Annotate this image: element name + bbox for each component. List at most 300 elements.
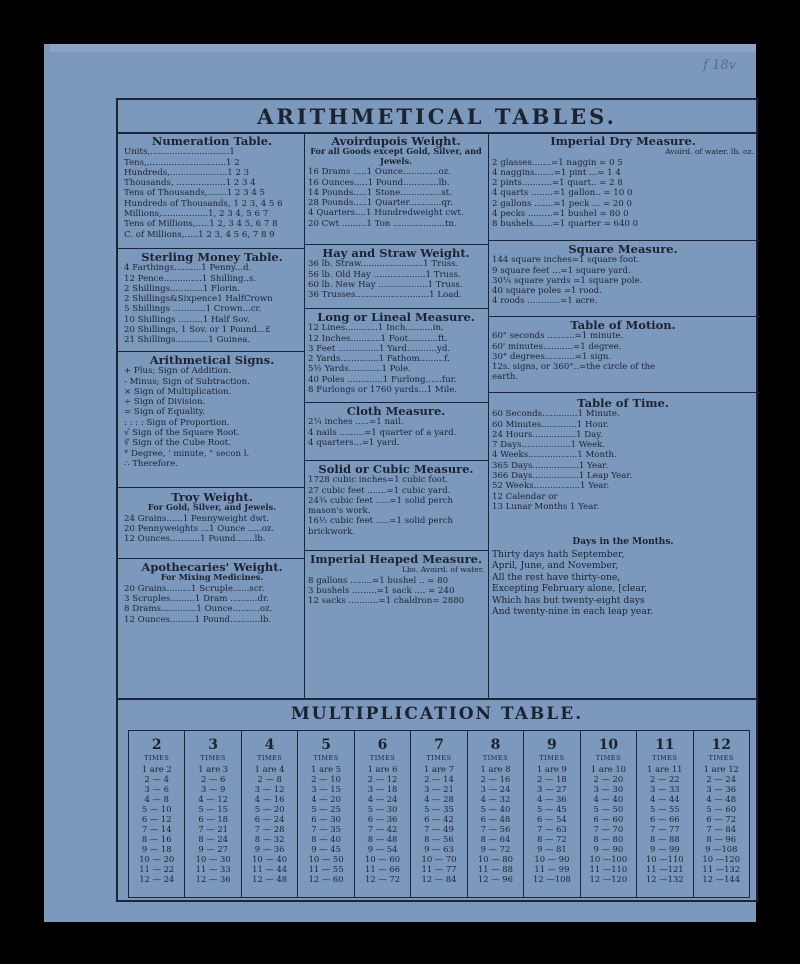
left-column [124, 136, 300, 696]
table-line: 30° degrees...........=1 sign. [492, 351, 612, 362]
table-line: 36 lb. Straw.......................1 Truss. [308, 259, 459, 270]
times-label: TIMES [482, 754, 509, 762]
table-line: 12 Pence..............1 Shilling..s. [124, 273, 257, 284]
apothecaries-lines [124, 584, 300, 625]
multiplication-row: 11 —132 [702, 864, 741, 874]
table-line: 12 sacks ...........=1 chaldron= 2880 [308, 596, 465, 607]
table-line: All the rest have thirty-one, [492, 571, 621, 583]
multiplication-row: 5 — 45 [537, 804, 567, 814]
multiplication-row: 8 — 56 [424, 834, 454, 844]
table-line: ° Degree, ' minute, " secon l. [124, 448, 250, 459]
multiplication-row: 12 — 72 [365, 874, 401, 884]
numeration-section [124, 136, 300, 240]
multiplication-row: 1 are 11 [647, 764, 683, 774]
table-line: 7 Days..................1 Week. [492, 440, 606, 451]
multiplication-column-head: 12 [711, 737, 731, 753]
multiplication-row: 7 — 70 [593, 824, 624, 834]
table-line: 4 Weeks..................1 Month. [492, 450, 617, 461]
multiplication-column-head: 7 [434, 737, 444, 753]
multiplication-row: 5 — 55 [649, 804, 680, 814]
multiplication-row: 10 —100 [589, 854, 628, 864]
table-line: 4 quarts ........=1 gallon.. = 10 0 [492, 188, 633, 199]
table-line: = Sign of Equality. [124, 407, 206, 418]
table-line: 12s. signs, or 360°..=the circle of the [492, 362, 656, 373]
table-line: 16 Drams .....1 Ounce.............oz. [308, 167, 451, 178]
divider [118, 351, 304, 352]
multiplication-row: 5 — 15 [198, 804, 229, 814]
multiplication-row: 8 — 24 [198, 834, 229, 844]
avoirdupois-section [308, 136, 484, 229]
table-line: 3 bushels .........=1 sack .... = 240 [308, 585, 455, 596]
multiplication-column [581, 731, 637, 897]
pencil-annotation: f 18v [703, 58, 736, 73]
multiplication-row: 10 — 50 [308, 854, 344, 864]
table-line: Hundreds of Thousands, 1 2 3, 4 5 6 [124, 198, 283, 209]
multiplication-row: 6 — 24 [254, 814, 285, 824]
multiplication-row: 10 — 20 [139, 854, 175, 864]
multiplication-row: 6 — 18 [198, 814, 229, 824]
multiplication-row: 6 — 54 [537, 814, 567, 824]
multiplication-row: 9 — 27 [198, 844, 229, 854]
table-line: 9 square feet ...=1 square yard. [492, 265, 631, 276]
motion-section [492, 320, 754, 383]
table-line: 366 Days.................1 Leap Year. [492, 471, 633, 482]
table-line: 12 Ounces.........1 Pound...........lb. [124, 614, 272, 625]
multiplication-row: 8 — 16 [141, 834, 172, 844]
multiplication-row: 12 — 96 [477, 874, 513, 884]
table-line: 24 Grains......1 Pennyweight dwt. [124, 513, 269, 524]
table-line: 16 Ounces.....1 Pound.............lb. [308, 177, 450, 188]
multiplication-row: 4 — 36 [537, 794, 567, 804]
multiplication-column [694, 731, 749, 897]
multiplication-row: 6 — 60 [593, 814, 624, 824]
multiplication-row: 8 — 32 [254, 834, 285, 844]
multiplication-row: 4 — 24 [367, 794, 398, 804]
table-line: Excepting February alone, [clear, [492, 583, 648, 594]
signs-lines [124, 366, 300, 469]
multiplication-row: 7 — 14 [141, 824, 172, 834]
times-label: TIMES [313, 754, 339, 762]
table-line: 4 pecks .........=1 bushel = 80 0 [492, 209, 629, 220]
multiplication-column-head: 10 [598, 737, 619, 753]
table-line: 13 Lunar Months 1 Year. [492, 501, 600, 512]
times-label: TIMES [539, 754, 565, 762]
multiplication-row: 12 —144 [702, 874, 741, 884]
dry-note: Avoird. of water. lb. oz. [665, 147, 754, 157]
multiplication-row: 11 — 88 [477, 864, 513, 874]
motion-title: Table of Motion. [570, 318, 676, 332]
multiplication-column [185, 731, 241, 897]
multiplication-row: 9 —108 [705, 844, 738, 854]
multiplication-row: 7 — 21 [198, 824, 229, 834]
times-label: TIMES [708, 754, 734, 762]
table-line: 10 Shillings .........1 Half Sov. [124, 314, 250, 325]
multiplication-row: 3 — 36 [706, 784, 737, 794]
multiplication-row: 10 — 80 [477, 854, 513, 864]
heaped-lines [308, 576, 484, 607]
solid-section [308, 464, 484, 537]
table-line: 56 lb. Old Hay ...................1 Truss. [308, 269, 461, 280]
table-line: Millions,.................1, 2 3 4, 5 6 7 [124, 209, 269, 220]
multiplication-row: 4 — 44 [649, 794, 680, 804]
multiplication-row: 9 — 81 [537, 844, 567, 854]
heaped-note: Lbs. Avoird. of water. [402, 565, 484, 575]
divider [304, 402, 488, 403]
table-line: 60' minutes...........=1 degree. [492, 341, 622, 352]
times-label: TIMES [200, 754, 226, 762]
multiplication-row: 11 — 55 [308, 864, 344, 874]
table-line: 5½ Yards............1 Pole. [308, 364, 411, 375]
divider [118, 487, 304, 488]
multiplication-row: 10 — 30 [195, 854, 231, 864]
multiplication-row: 4 — 12 [198, 794, 229, 804]
table-line: 24 Hours................1 Day. [492, 429, 603, 440]
table-line: And twenty-nine in each leap year. [492, 606, 654, 617]
multiplication-row: 4 — 20 [311, 794, 341, 804]
months-lines [492, 549, 754, 618]
multiplication-row: 6 — 42 [424, 814, 454, 824]
table-line: ÷ Sign of Division. [124, 397, 206, 408]
multiplication-row: 10 — 60 [365, 854, 401, 864]
times-label: TIMES [595, 754, 621, 762]
time-title: Table of Time. [577, 396, 669, 410]
multiplication-row: 7 — 35 [311, 824, 341, 834]
table-line: 5 Shillings ............1 Crown...cr. [124, 304, 262, 315]
multiplication-row: 4 — 40 [593, 794, 624, 804]
table-line: 27 cubic feet .......=1 cubic yard. [308, 485, 451, 496]
multiplication-row: 11 — 44 [252, 864, 288, 874]
multiplication-row: 2 — 4 [144, 774, 169, 784]
table-line: 8 bushels.......=1 quarter = 640 0 [492, 219, 639, 230]
multiplication-row: 10 —110 [645, 854, 684, 864]
multiplication-row: 11 — 66 [365, 864, 401, 874]
table-line: 12 Calendar or [492, 491, 558, 502]
table-line: Which has but twenty-eight days [492, 594, 645, 606]
multiplication-row: 8 — 80 [593, 834, 624, 844]
table-line: - Minus; Sign of Subtraction. [124, 376, 250, 387]
multiplication-row: 8 — 96 [706, 834, 737, 844]
divider [118, 558, 304, 559]
multiplication-row: 8 — 72 [537, 834, 567, 844]
multiplication-row: 12 — 84 [421, 874, 457, 884]
divider [304, 460, 488, 461]
multiplication-row: 7 — 84 [706, 824, 737, 834]
multiplication-row: 3 — 9 [201, 784, 226, 794]
table-line: + Plus; Sign of Addition. [124, 366, 232, 377]
multiplication-row: 2 — 16 [480, 774, 511, 784]
table-line: 28 Pounds.....1 Quarter............qr. [308, 198, 453, 209]
sterling-title: Sterling Money Table. [141, 250, 283, 264]
multiplication-row: 6 — 66 [649, 814, 680, 824]
multiplication-row: 5 — 10 [141, 804, 172, 814]
table-line: 8 gallons ........=1 bushel .. = 80 [308, 575, 449, 586]
cloth-section [308, 406, 484, 448]
table-line: Units,.............................1 [124, 147, 235, 158]
table-line: Hundreds,.....................1 2 3 [124, 167, 250, 178]
multiplication-column-head: 6 [377, 737, 388, 753]
table-line: 16½ cubic feet .....=1 solid perch [308, 516, 454, 527]
table-line: 2 glasses.......=1 naggin = 0 5 [492, 157, 623, 168]
table-line: 20 Grains.........1 Scruple......scr. [124, 583, 265, 594]
multiplication-row: 4 — 48 [706, 794, 737, 804]
table-line: 12 Lines............1 Inch..........in. [308, 323, 444, 334]
table-line: × Sign of Multiplication. [124, 386, 232, 397]
multiplication-row: 10 — 40 [252, 854, 288, 864]
troy-title: Troy Weight. [171, 490, 253, 504]
table-line: 4 roods ............=1 acre. [492, 296, 598, 307]
table-line: 2 Shillings............1 Florin. [124, 283, 241, 294]
multiplication-row: 1 are 2 [141, 764, 172, 774]
multiplication-column-head: 11 [655, 737, 675, 753]
multiplication-row: 11 — 22 [139, 864, 175, 874]
document-page [44, 44, 756, 922]
multiplication-row: 4 — 8 [144, 794, 169, 804]
multiplication-row: 11 — 99 [534, 864, 570, 874]
multiplication-row: 8 — 40 [311, 834, 341, 844]
multiplication-row: 3 — 33 [649, 784, 680, 794]
lineal-title: Long or Lineal Measure. [317, 310, 475, 324]
multiplication-row: 9 — 18 [141, 844, 172, 854]
multiplication-row: 1 are 9 [536, 764, 567, 774]
table-line: 20 Shillings, 1 Sov. or 1 Pound...£ [124, 325, 271, 336]
multiplication-row: 5 — 50 [593, 804, 624, 814]
multiplication-row: 11 — 77 [421, 864, 457, 874]
tables-board [116, 98, 758, 902]
apothecaries-subtitle: For Mixing Medicines. [160, 572, 264, 583]
apothecaries-title: Apothecaries' Weight. [141, 560, 283, 574]
table-line: earth. [492, 372, 519, 383]
multiplication-row: 6 — 72 [706, 814, 737, 824]
multiplication-row: 9 — 36 [254, 844, 285, 854]
multiplication-row: 2 — 24 [706, 774, 737, 784]
table-line: 8 Furlongs or 1760 yards...1 Mile. [308, 385, 458, 396]
multiplication-row: 5 — 25 [311, 804, 341, 814]
avoirdupois-subtitle: For all Goods except Gold, Silver, and Jewels. [310, 146, 482, 166]
multiplication-row: 4 — 28 [424, 794, 454, 804]
multiplication-column [468, 731, 524, 897]
divider [304, 550, 488, 551]
multiplication-row: 1 are 4 [254, 764, 285, 774]
multiplication-row: 8 — 48 [367, 834, 398, 844]
times-label: TIMES [144, 754, 170, 762]
multiplication-row: 6 — 30 [311, 814, 341, 824]
multiplication-row: 4 — 16 [254, 794, 285, 804]
multiplication-row: 5 — 20 [254, 804, 285, 814]
table-line: 4 Quarters....1 Hundredweight cwt. [308, 208, 464, 219]
multiplication-column-head: 5 [321, 737, 331, 753]
multiplication-row: 2 — 8 [257, 774, 282, 784]
multiplication-row: 7 — 49 [424, 824, 454, 834]
divider [304, 244, 488, 245]
apothecaries-section [124, 562, 300, 625]
multiplication-row: 9 — 90 [593, 844, 624, 854]
multiplication-row: 3 — 30 [593, 784, 624, 794]
sterling-section [124, 252, 300, 346]
multiplication-row: 2 — 10 [311, 774, 341, 784]
lineal-section [308, 312, 484, 395]
table-line: 8 Drams.............1 Ounce..........oz. [124, 604, 273, 615]
multiplication-row: 2 — 14 [424, 774, 454, 784]
multiplication-row: 3 — 27 [537, 784, 567, 794]
multiplication-column-head: 9 [547, 737, 557, 753]
months-section [492, 538, 754, 618]
multiplication-row: 1 are 5 [311, 764, 342, 774]
column-divider-2 [488, 134, 489, 698]
multiplication-row: 5 — 30 [367, 804, 398, 814]
table-line: Tens of Thousands,.......1 2 3 4 5 [124, 188, 265, 199]
hay-lines [308, 259, 484, 300]
multiplication-row: 6 — 48 [480, 814, 511, 824]
table-line: Tens of Millions,.....1 2, 3 4 5, 6 7 8 [124, 219, 278, 230]
times-label: TIMES [369, 754, 396, 762]
table-line: mason's work. [308, 506, 371, 517]
divider [488, 316, 760, 317]
multiplication-row: 1 are 10 [590, 764, 626, 774]
multiplication-column-head: 3 [208, 737, 219, 753]
divider [118, 248, 304, 249]
multiplication-row: 2 — 22 [649, 774, 680, 784]
multiplication-row: 11 —110 [589, 864, 628, 874]
avoirdupois-title: Avoirdupois Weight. [331, 134, 461, 148]
troy-lines [124, 514, 300, 545]
multiplication-row: 12 — 60 [308, 874, 344, 884]
multiplication-row: 3 — 15 [311, 784, 341, 794]
multiplication-grid [128, 730, 750, 898]
multiplication-column [524, 731, 580, 897]
middle-column [308, 136, 484, 696]
multiplication-row: 5 — 40 [480, 804, 511, 814]
table-line: 20 Pennyweights ...1 Ounce .....oz. [124, 524, 275, 535]
multiplication-row: 10 —120 [702, 854, 741, 864]
signs-section [124, 355, 300, 469]
multiplication-column [411, 731, 467, 897]
multiplication-row: 2 — 18 [537, 774, 567, 784]
table-line: 1728 cubic inches=1 cubic foot. [308, 475, 449, 486]
column-divider-1 [304, 134, 305, 698]
multiplication-column [355, 731, 411, 897]
multiplication-column-head: 8 [490, 737, 501, 753]
multiplication-row: 5 — 35 [424, 804, 454, 814]
multiplication-row: 11 —121 [645, 864, 684, 874]
multiplication-column [129, 731, 185, 897]
multiplication-row: 1 are 3 [198, 764, 229, 774]
multiplication-row: 3 — 12 [254, 784, 285, 794]
table-line: Tens,.............................1 2 [124, 157, 240, 168]
multiplication-divider [118, 698, 756, 700]
multiplication-row: 9 — 45 [311, 844, 341, 854]
table-line: 4 nails .........=1 quarter of a yard. [308, 427, 457, 438]
multiplication-row: 9 — 54 [367, 844, 398, 854]
table-line: 12 Inches...........1 Foot...........ft. [308, 333, 448, 344]
multiplication-row: 9 — 99 [649, 844, 680, 854]
table-line: 2 Yards..............1 Fathom.........f. [308, 354, 450, 365]
dry-lines [492, 158, 754, 230]
heaped-section [308, 554, 484, 606]
table-line: 2¼ inches .....=1 nail. [308, 417, 404, 428]
multiplication-row: 10 — 90 [534, 854, 570, 864]
multiplication-row: 7 — 56 [480, 824, 511, 834]
table-line: ∴ Therefore. [124, 458, 179, 469]
table-line: 4 Farthings..........1 Penny...d. [124, 263, 252, 274]
multiplication-row: 7 — 28 [254, 824, 285, 834]
time-section [492, 398, 754, 512]
multiplication-row: 7 — 63 [537, 824, 567, 834]
multiplication-row: 1 are 7 [424, 764, 454, 774]
multiplication-row: 2 — 6 [201, 774, 226, 784]
table-line: 144 square inches=1 square foot. [492, 255, 640, 266]
multiplication-row: 5 — 60 [706, 804, 737, 814]
cloth-title: Cloth Measure. [346, 404, 446, 418]
numeration-title: Numeration Table. [151, 134, 273, 148]
table-line: 60" seconds ..........=1 minute. [492, 331, 624, 342]
divider [488, 392, 760, 393]
table-line: April, June, and November, [492, 560, 619, 571]
multiplication-row: 1 are 12 [703, 764, 739, 774]
divider [488, 240, 760, 241]
multiplication-column [637, 731, 693, 897]
table-line: 4 quarters...=1 yard. [308, 437, 400, 448]
multiplication-row: 3 — 18 [367, 784, 398, 794]
multiplication-row: 12 — 24 [139, 874, 175, 884]
dry-section [492, 136, 754, 230]
times-label: TIMES [257, 754, 283, 762]
table-line: 36 Trusses...........................1 Load. [308, 290, 462, 301]
multiplication-row: 3 — 21 [424, 784, 454, 794]
times-label: TIMES [652, 754, 678, 762]
multiplication-row: 9 — 72 [480, 844, 511, 854]
table-line: 12 Ounces...........1 Pound.......lb. [124, 534, 266, 545]
sterling-lines [124, 263, 300, 345]
table-line: 3 Scruples.........1 Dram ..........dr. [124, 594, 269, 605]
multiplication-row: 12 — 36 [195, 874, 231, 884]
multiplication-row: 2 — 20 [593, 774, 624, 784]
table-line: : : : : Sign of Proportion. [124, 417, 230, 428]
main-title: ARITHMETICAL TABLES. [257, 104, 617, 129]
multiplication-row: 6 — 12 [141, 814, 172, 824]
multiplication-column-head: 2 [151, 737, 162, 753]
right-column [492, 136, 754, 696]
table-line: 2 pints...........=1 quart.. = 2 8 [492, 178, 623, 189]
table-line: 20 Cwt .........1 Ton ...................tn. [308, 218, 457, 229]
table-line: 3 Feet ...............1 Yard...........yd. [308, 343, 451, 354]
table-line: 4 naggins.......=1 pint ...= 1 4 [492, 167, 621, 178]
multiplication-row: 12 —120 [589, 874, 628, 884]
heaped-title: Imperial Heaped Measure. [310, 552, 482, 566]
table-line: 365 Days.................1 Year. [492, 460, 609, 471]
divider [304, 308, 488, 309]
multiplication-title: MULTIPLICATION TABLE. [290, 704, 584, 724]
multiplication-row: 4 — 32 [480, 794, 511, 804]
multiplication-row: 9 — 63 [424, 844, 454, 854]
table-line: 40 square poles =1 rood. [492, 286, 602, 297]
multiplication-row: 12 — 48 [252, 874, 288, 884]
dry-title: Imperial Dry Measure. [550, 134, 696, 148]
time-lines [492, 409, 754, 512]
cloth-lines [308, 417, 484, 448]
multiplication-row: 3 — 24 [480, 784, 511, 794]
table-line: 60 lb. New Hay ..................1 Truss. [308, 279, 463, 290]
troy-subtitle: For Gold, Silver, and Jewels. [147, 502, 277, 513]
multiplication-row: 3 — 6 [144, 784, 169, 794]
multiplication-row: 8 — 64 [480, 834, 511, 844]
table-line: 60 Seconds.............1 Minute. [492, 409, 620, 420]
multiplication-row: 2 — 12 [367, 774, 398, 784]
multiplication-row: 12 —108 [533, 874, 571, 884]
table-line: 30¼ square yards =1 square pole. [492, 275, 643, 286]
table-line: 21 Shillings............1 Guinea. [124, 335, 251, 346]
table-line: 14 Pounds.....1 Stone...............st. [308, 187, 452, 198]
square-title: Square Measure. [568, 242, 678, 256]
